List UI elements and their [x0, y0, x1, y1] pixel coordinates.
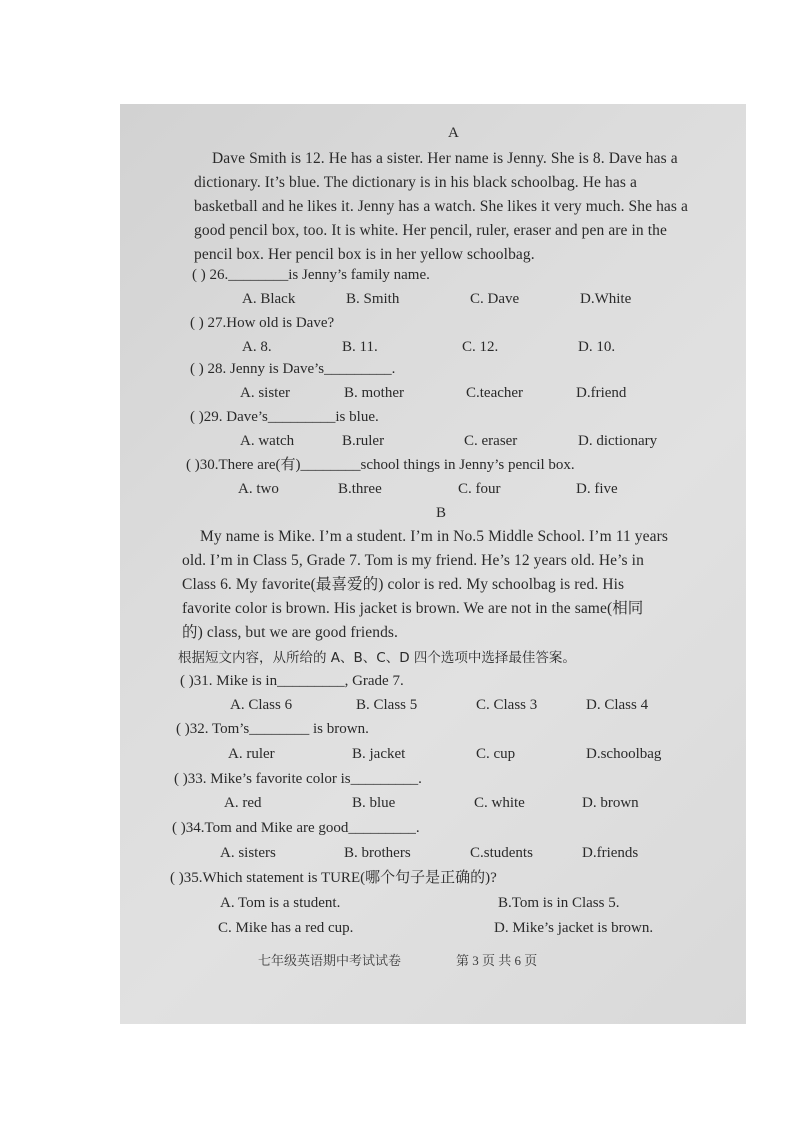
option-29-d: D. dictionary [578, 433, 658, 449]
option-33-a: A. red [224, 795, 262, 811]
passage-b-line: 的) class, but we are good friends. [182, 624, 399, 641]
passage-b-line: old. I’m in Class 5, Grade 7. Tom is my friend. He’s 12 years old. He’s in [182, 552, 644, 569]
section-b-heading: B [436, 505, 447, 521]
option-34-c: C.students [470, 845, 533, 861]
question-35: ( )35.Which statement is TURE(哪个句子是正确的)? [170, 870, 497, 886]
option-32-d: D.schoolbag [586, 746, 662, 762]
option-30-a: A. two [238, 481, 279, 497]
question-29: ( )29. Dave’s_________is blue. [190, 409, 379, 425]
option-34-a: A. sisters [220, 845, 276, 861]
option-26-d: D.White [580, 291, 632, 307]
option-32-a: A. ruler [228, 746, 275, 762]
question-30: ( )30.There are(有)________school things in Jenny’s pencil box. [186, 457, 575, 473]
option-35-b: B.Tom is in Class 5. [498, 895, 620, 911]
option-34-d: D.friends [582, 845, 639, 861]
question-26: ( ) 26.________is Jenny’s family name. [192, 267, 430, 283]
option-27-c: C. 12. [462, 339, 499, 355]
question-33: ( )33. Mike’s favorite color is_________. [174, 771, 422, 787]
exam-page [120, 104, 746, 1024]
section-a-heading: A [448, 125, 459, 141]
question-31: ( )31. Mike is in_________, Grade 7. [180, 673, 404, 689]
option-31-d: D. Class 4 [586, 697, 649, 713]
option-31-a: A. Class 6 [230, 697, 293, 713]
passage-a-line: basketball and he likes it. Jenny has a watch. She likes it very much. She has a [194, 198, 688, 215]
option-29-c: C. eraser [464, 433, 518, 449]
option-33-b: B. blue [352, 795, 396, 811]
option-30-b: B.three [338, 481, 382, 497]
option-33-c: C. white [474, 795, 525, 811]
option-33-d: D. brown [582, 795, 639, 811]
footer-page-number: 第 3 页 共 6 页 [456, 953, 538, 968]
passage-a-line: pencil box. Her pencil box is in her yellow schoolbag. [194, 246, 535, 263]
option-27-d: D. 10. [578, 339, 616, 355]
option-26-b: B. Smith [346, 291, 400, 307]
option-26-c: C. Dave [470, 291, 520, 307]
option-26-a: A. Black [242, 291, 296, 307]
option-31-b: B. Class 5 [356, 697, 418, 713]
option-32-c: C. cup [476, 746, 516, 762]
option-34-b: B. brothers [344, 845, 411, 861]
option-28-c: C.teacher [466, 385, 524, 401]
passage-b-line: My name is Mike. I’m a student. I’m in No.5 Middle School. I’m 11 years [200, 528, 669, 545]
question-32: ( )32. Tom’s________ is brown. [176, 721, 369, 737]
option-28-d: D.friend [576, 385, 627, 401]
option-31-c: C. Class 3 [476, 697, 538, 713]
option-27-b: B. 11. [342, 339, 378, 355]
option-28-a: A. sister [240, 385, 290, 401]
passage-a-line: Dave Smith is 12. He has a sister. Her name is Jenny. She is 8. Dave has a [212, 150, 678, 167]
option-29-a: A. watch [240, 433, 295, 449]
question-27: ( ) 27.How old is Dave? [190, 315, 335, 331]
option-29-b: B.ruler [342, 433, 385, 449]
option-35-c: C. Mike has a red cup. [218, 920, 354, 936]
footer-exam-title: 七年级英语期中考试试卷 [258, 953, 402, 968]
option-28-b: B. mother [344, 385, 404, 401]
passage-b-line: Class 6. My favorite(最喜爱的) color is red. My schoolbag is red. His [182, 576, 625, 593]
option-35-d: D. Mike’s jacket is brown. [494, 920, 654, 936]
option-30-c: C. four [458, 481, 501, 497]
option-35-a: A. Tom is a student. [220, 895, 341, 911]
passage-b-line: favorite color is brown. His jacket is brown. We are not in the same(相同 [182, 600, 644, 617]
question-34: ( )34.Tom and Mike are good_________. [172, 820, 420, 836]
section-b-instruction: 根据短文内容，从所给的 A、B、C、D 四个选项中选择最佳答案。 [178, 650, 576, 666]
passage-a-line: good pencil box, too. It is white. Her pencil, ruler, eraser and pen are in the [194, 222, 667, 239]
option-30-d: D. five [576, 481, 618, 497]
option-27-a: A. 8. [242, 339, 272, 355]
question-28: ( ) 28. Jenny is Dave’s_________. [190, 361, 396, 377]
passage-a-line: dictionary. It’s blue. The dictionary is in his black schoolbag. He has a [194, 174, 637, 191]
option-32-b: B. jacket [352, 746, 406, 762]
